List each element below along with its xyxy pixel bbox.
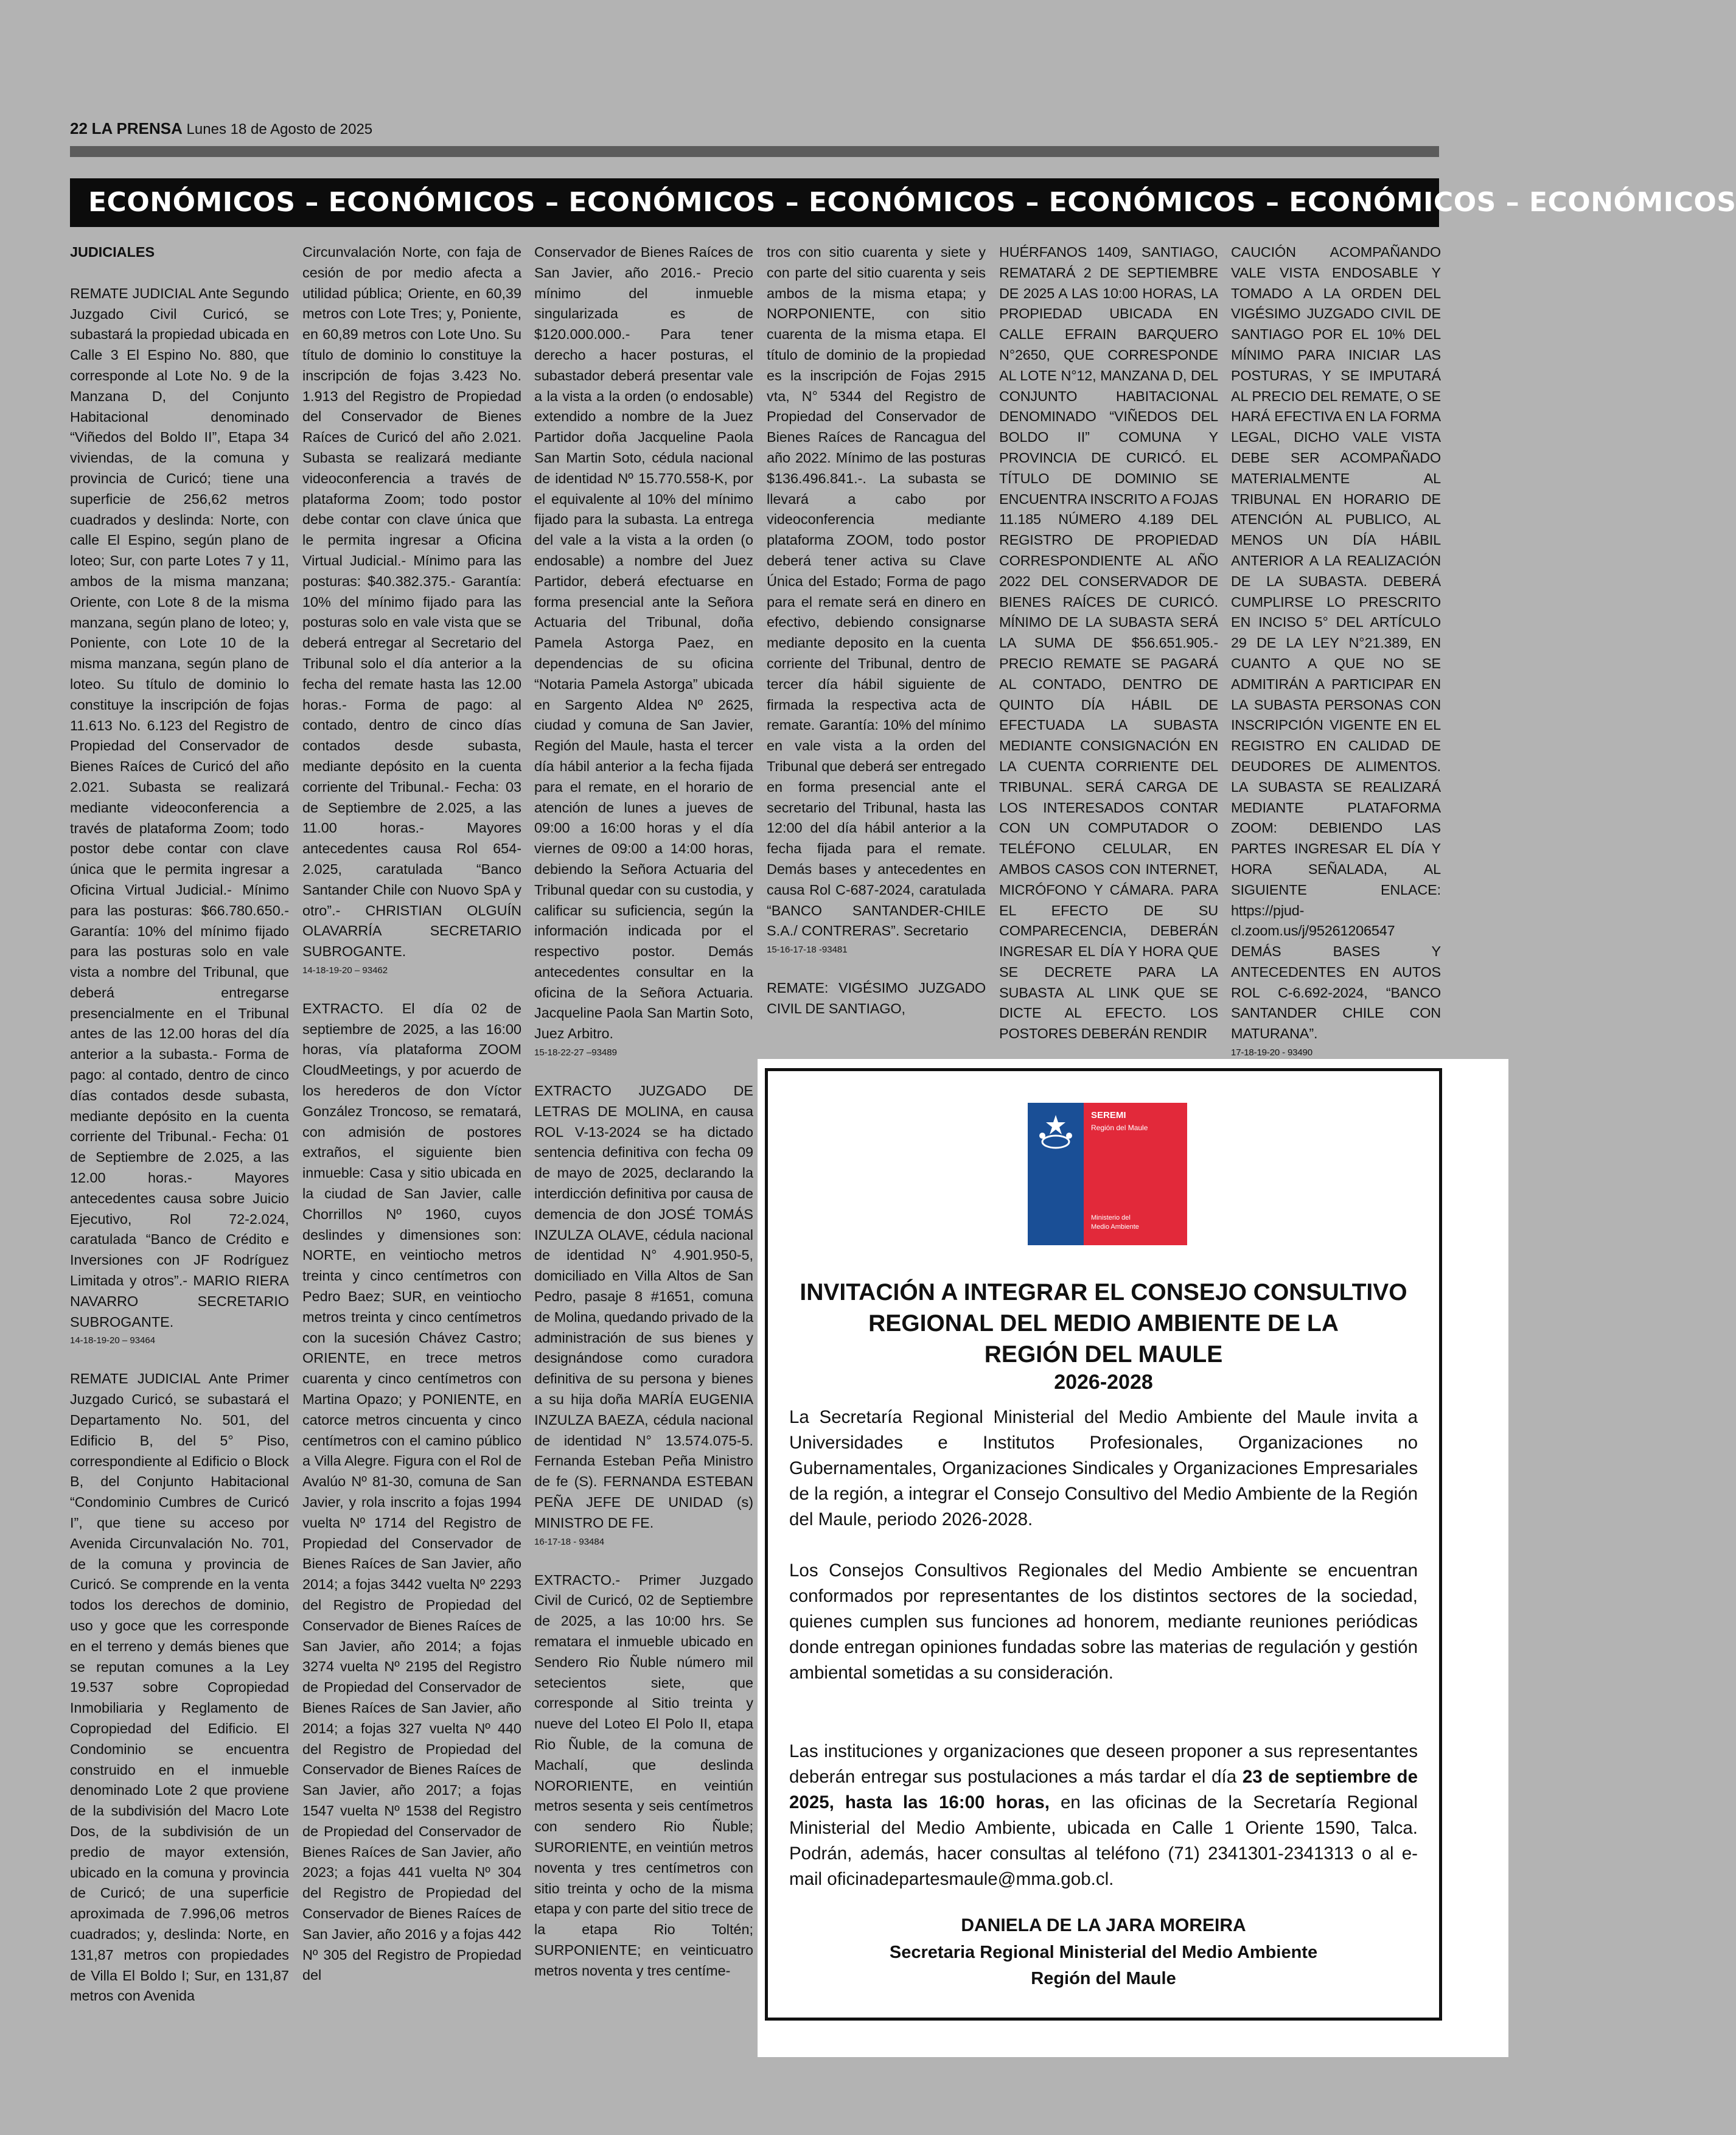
notice-text: EXTRACTO. El día 02 de septiembre de 2025, a las 16:00 horas, vía plataforma ZOOM CloudMeetings, y por acuerdo de los herederos de don Víctor González Troncoso, se rematará, con admisión de postores extraños, el siguiente bien inmueble: Casa y sitio ubicada en la ciudad de San Javier, calle Chorrillos Nº 1960, cuyos deslindes y dimensiones son: NORTE, en veintiocho metros treinta y cinco centímetros con Pedro Baez; SUR, en veintiocho metros treinta y cinco centímetros con la sucesión Chávez Castro; ORIENTE, en trece metros cuarenta y cinco centímetros con Martina Opazo; y PONIENTE, en catorce metros cincuenta y cinco centímetros con el camino público a Villa Alegre. Figura con el Rol de Avalúo Nº 81-30, comuna de San Javier, y rola inscrito a fojas 1994 vuelta Nº 1714 del Registro de Propiedad del Conservador de Bienes Raíces de San Javier, año 2014; a fojas 3442 vuelta Nº 2293 del Registro de Propiedad del Conservador de Bienes Raíces de San Javier, año 2014; a fojas 3274 vuelta Nº 2195 del Registro de Propiedad del Conservador de Bienes Raíces de San Javier, año 2014; a fojas 327 vuelta Nº 440 del Registro de Propiedad del Conservador de Bienes Raíces de San Javier, año 2017; a fojas 1547 vuelta Nº 1538 del Registro de Propiedad del Conservador de Bienes Raíces de San Javier, año 2023; a fojas 441 vuelta Nº 304 del Registro de Propiedad del Conservador de Bienes Raíces de San Javier, año 2016 y a fojas 442 Nº 305 del Registro de Propiedad del [302,1000,521,1983]
column-3 [534,242,753,2068]
ad-paragraph-3: Las instituciones y organizaciones que deseen proponer a sus representantes deberán entregar sus postulaciones a más tardar el día 23 de septiembre de 2025, hasta las 16:00 horas, en las oficinas de la Secretaría Regional Ministerial del Medio Ambiente, ubicada en Calle 1 Oriente 1590, Talca. Podrán, además, hacer consultas al teléfono (71) 2341301-2341313 o al e-mail oficinadepartesmaule@mma.gob.cl. [789,1741,1418,1889]
ad-paragraph-1: La Secretaría Regional Ministerial del Medio Ambiente del Maule invita a Universidades e Institutos Profesionales, Organizaciones no Gubernamentales, Organizaciones Sindicales y Organizaciones Empresariales de la región, a integrar el Consejo Consultivo del Medio Ambiente de la Región del Maule, periodo 2026-2028. [789,1407,1418,1529]
notice-code: 17-18-19-20 - 93490 [1231,1047,1312,1058]
notice-text: EXTRACTO.- Primer Juzgado Civil de Curicó, 02 de Septiembre de 2025, a las 10:00 hrs. Se rematara el inmueble ubicado en Sendero Rio Ñuble número mil setecientos siete, que corresponde al Sitio treinta y nueve del Loteo El Polo II, etapa Rio Ñuble, de la comuna de Machalí, que deslinda NORORIENTE, en veintiún metros sesenta y seis centímetros con sendero Rio Ñuble; SURORIENTE, en veintiún metros noventa y tres centímetros con sitio treinta y ocho de la misma etapa y con parte del sitio trece de la etapa Rio Toltén; SURPONIENTE; en veinticuatro metros noventa y tres centíme- [534,1571,753,1979]
logo-blue-band [1028,1103,1084,1245]
notice-text: Conservador de Bienes Raíces de San Javier, año 2016.- Precio mínimo del inmueble singularizada es de $120.000.000.- Para tener derecho a hacer posturas, el subastador deberá presentar vale a la vista a la orden (o endosable) extendido a nombre de la Juez Partidor doña Jacqueline Paola San Martin Soto, cédula nacional de identidad Nº 15.770.558-K, por el equivalente al 10% del mínimo fijado para la subasta. La entrega del vale a la vista a la orden (o endosable) a nombre del Juez Partidor, deberá efectuarse en forma presencial ante la Señora Actuaria del Tribunal, doña Pamela Astorga Paez, en dependencias de su oficina “Notaria Pamela Astorga” ubicada en Sargento Aldea Nº 2625, ciudad y comuna de San Javier, Región del Maule, hasta el tercer día hábil anterior a la fecha fijada para el remate, en el horario de atención de lunes a jueves de 09:00 a 16:00 horas y el día viernes de 09:00 a 14:00 horas, debiendo la Señora Actuaria del Tribunal quedar con su custodia, y calificar su suficiencia, según la información indicada por el respectivo postor. Demás antecedentes consultar en la oficina de la Señora Actuaria. Jacqueline Paola San Martin Soto, Juez Arbitro. [534,244,753,1042]
legal-notice-6 [767,978,986,1019]
logo-region: Región del Maule [1091,1123,1148,1132]
ad-paragraph-2: Los Consejos Consultivos Regionales del Medio Ambiente se encuentran conformados por representantes de los distintos sectores de la sociedad, quienes cumplen sus funciones ad honorem, mediante reuniones periódicas donde entregan opiniones fundadas sobre las materias de regulación y gestión ambiental sometidas a su consideración. [789,1560,1418,1683]
page-number: 22 [70,119,88,138]
legal-notice-1 [70,284,289,1349]
notice-text: REMATE: VIGÉSIMO JUZGADO CIVIL DE SANTIAGO, [767,980,986,1016]
legal-notice-6-part-b: HUÉRFANOS 1409, SANTIAGO, REMATARÁ 2 DE SEPTIEMBRE DE 2025 A LAS 10:00 HORAS, LA PROPIEDAD UBICADA EN CALLE EFRAIN BARQUERO N°2650, QUE CORRESPONDE AL LOTE N°12, MANZANA D, DEL CONJUNTO HABITACIONAL DENOMINADO “VIÑEDOS DEL BOLDO II” COMUNA Y PROVINCIA DE CURICÓ. EL TÍTULO DE DOMINIO SE ENCUENTRA INSCRITO A FOJAS 11.185 NÚMERO 4.189 DEL REGISTRO DE PROPIEDAD CORRESPONDIENTE AL AÑO 2022 DEL CONSERVADOR DE BIENES RAÍCES DE CURICÓ. MÍNIMO DE LA SUBASTA SERÁ LA SUMA DE $56.651.905.- PRECIO REMATE SE PAGARÁ AL CONTADO, DENTRO DE QUINTO DÍA HÁBIL DE EFECTUADA LA SUBASTA MEDIANTE CONSIGNACIÓN EN LA CUENTA CORRIENTE DEL TRIBUNAL. SERÁ CARGA DE LOS INTERESADOS CONTAR CON UN COMPUTADOR O TELÉFONO CELULAR, EN AMBOS CASOS CON INTERNET, MICRÓFONO Y CÁMARA. PARA EL EFECTO DE SU COMPARECENCIA, DEBERÁN INGRESAR EL DÍA Y HORA QUE SE DECRETE PARA LA SUBASTA AL LINK QUE SE DICTE AL EFECTO. LOS POSTORES DEBERÁN RENDIR [999,244,1218,1042]
legal-notice-2-continued [302,242,521,978]
column-2 [302,242,521,2068]
notice-code: 16-17-18 - 93484 [534,1536,605,1547]
signer-title: Secretaria Regional Ministerial del Medio Ambiente [889,1943,1318,1962]
deadline-text: 23 de septiembre de 2025, hasta las 16:00 horas, [789,1767,1418,1812]
notice-text: REMATE JUDICIAL Ante Primer Juzgado Curicó, se subastará el Departamento No. 501, del Edificio B, del 5° Piso, correspondiente al Edificio o Block B, del Conjunto Habitacional “Condominio Cumbres de Curicó I”, que tiene su acceso por Avenida Circunvalación No. 701, de la comuna y provincia de Curicó. Se comprende en la venta todos los derechos de dominio, uso y goce que les corresponde en el terreno y demás bienes que se reputan comunes a la Ley 19.537 sobre Copropiedad Inmobiliaria y Reglamento de Copropiedad del Edificio. El Condominio se encuentra construido en el inmueble denominado Lote 2 que proviene de la subdivisión del Macro Lote Dos, de la subdivisión de un predio de mayor extensión, ubicado en la comuna y provincia de Curicó; de una superficie aproximada de 7.996,06 metros cuadrados; y, deslinda: Norte, en 131,87 metros con propiedades de Villa El Boldo I; Sur, en 131,87 metros con Avenida [70,1371,289,2004]
legal-notice-2 [70,1369,289,2007]
legal-notice-3 [302,999,521,1986]
page-header [70,119,372,138]
seremi-logo [1028,1103,1187,1245]
publication-date: Lunes 18 de Agosto de 2025 [186,121,373,138]
notice-code: 15-18-22-27 –93489 [534,1047,617,1058]
publication-name: LA PRENSA [91,119,183,138]
logo-ministry: Ministerio del Medio Ambiente [1091,1214,1139,1231]
signer-name: DANIELA DE LA JARA MOREIRA [961,1915,1246,1935]
notice-code: 14-18-19-20 – 93464 [70,1335,156,1346]
header-rule [70,146,1439,157]
column-5 [999,242,1218,1058]
ad-title: INVITACIÓN A INTEGRAR EL CONSEJO CONSULTIVO REGIONAL DEL MEDIO AMBIENTE DE LA REGIÓN DEL MAULE [800,1279,1407,1368]
column-1 [70,242,289,2038]
legal-notice-5 [534,1570,753,1982]
notice-text: Circunvalación Norte, con faja de cesión de por medio afecta a utilidad pública; Oriente, en 60,39 metros con Lote Tres; y, Poniente, en 60,89 metros con Lote Uno. Su título de dominio lo constituye la inscripción de fojas 3.423 No. 1.913 del Registro de Propiedad del Conservador de Bienes Raíces de Curicó del año 2.021. Subasta se realizará mediante videoconferencia a través de plataforma Zoom; todo postor debe contar con clave única que le permita ingresar a Oficina Virtual Judicial.- Mínimo para las posturas: $40.382.375.- Garantía: 10% del mínimo fijado para las posturas solo en vale vista que se deberá entregar al Secretario del Tribunal solo el día anterior a la fecha del remate hasta las 12.00 horas.- Forma de pago: al contado, dentro de cinco días contados desde subasta, mediante depósito en la cuenta corriente del Tribunal.- Fecha: 03 de Septiembre de 2.025, a las 11.00 horas.- Mayores antecedentes causa Rol 654-2.025, caratulada “Banco Santander Chile con Nuovo SpA y otro”.- CHRISTIAN OLGUÍN OLAVARRÍA SECRETARIO SUBROGANTE. [302,244,521,960]
legal-notice-5-continued [767,242,986,957]
chile-coat-of-arms-icon [1034,1111,1078,1155]
notice-text: EXTRACTO JUZGADO DE LETRAS DE MOLINA, en causa ROL V-13-2024 se ha dictado sentencia definitiva con fecha 09 de mayo de 2025, declarando la interdicción definitiva por causa de demencia de don JOSÉ TOMÁS INZULZA OLAVE, cédula nacional de identidad N° 4.901.950-5, domiciliado en Villa Altos de San Pedro, pasaje 8 #1651, comuna de Molina, quedando privado de la administración de sus bienes y designándose como curadora definitiva de su persona y bienes a su hija doña MARÍA EUGENIA INZULZA BAEZA, cédula nacional de identidad N° 13.574.075-5. Fernanda Esteban Peña Ministro de fe (S). FERNANDA ESTEBAN PEÑA JEFE DE UNIDAD (s) MINISTRO DE FE. [534,1083,753,1531]
legal-notice-3-continued [534,242,753,1060]
legal-notice-6-continued [1231,242,1441,1060]
column-6 [1231,242,1441,1058]
notice-code: 15-16-17-18 -93481 [767,945,848,956]
seremi-advertisement [765,1068,1442,2021]
signer-region: Región del Maule [1031,1969,1176,1988]
column-4 [767,242,986,1058]
notice-text: CAUCIÓN ACOMPAÑANDO VALE VISTA ENDOSABLE Y TOMADO A LA ORDEN DEL VIGÉSIMO JUZGADO CIVIL DE SANTIAGO POR EL 10% DEL MÍNIMO PARA INICIAR LAS POSTURAS, Y SE IMPUTARÁ AL PRECIO DEL REMATE, O SE HARÁ EFECTIVA EN LA FORMA LEGAL, DICHO VALE VISTA DEBE SER ACOMPAÑADO MATERIALMENTE AL TRIBUNAL EN HORARIO DE ATENCIÓN AL PUBLICO, AL MENOS UN DÍA HÁBIL ANTERIOR A LA REALIZACIÓN DE LA SUBASTA. DEBERÁ CUMPLIRSE LO PRESCRITO EN INCISO 5° DEL ARTÍCULO 29 DE LA LEY N°21.389, EN CUANTO A QUE NO SE ADMITIRÁN A PARTICIPAR EN LA SUBASTA PERSONAS CON INSCRIPCIÓN VIGENTE EN EL REGISTRO EN CALIDAD DE DEUDORES DE ALIMENTOS. LA SUBASTA SE REALIZARÁ MEDIANTE PLATAFORMA ZOOM: DEBIENDO LAS PARTES INGRESAR EL DÍA Y HORA SEÑALADA, AL SIGUIENTE ENLACE: https://pjud-cl.zoom.us/j/95261206547 DEMÁS BASES Y ANTECEDENTES EN AUTOS ROL C-6.692-2024, “BANCO SANTANDER CHILE CON MATURANA”. [1231,244,1441,1042]
legal-notice-4 [534,1081,753,1550]
ad-period: 2026-2028 [1054,1371,1153,1394]
notice-code: 14-18-19-20 – 93462 [302,965,388,976]
notice-text: REMATE JUDICIAL Ante Segundo Juzgado Civil Curicó, se subastará la propiedad ubicada en Calle 3 El Espino No. 880, que corresponde al Lote No. 9 de la Manzana D, del Conjunto Habitacional denominado “Viñedos del Boldo II”, Etapa 34 viviendas, de la comuna y provincia de Curicó; tiene una superficie de 256,62 metros cuadrados y deslinda: Norte, con calle El Espino, según plano de loteo; Sur, con parte Lotes 7 y 11, ambos de la misma manzana; Oriente, con Lote 8 de la misma manzana, según plano de loteo; y, Poniente, con Lote 10 de la misma manzana, según plano de loteo. Su título de dominio lo constituye la inscripción de fojas 11.613 No. 6.123 del Registro de Propiedad del Conservador de Bienes Raíces de Curicó del año 2.021. Subasta se realizará mediante videoconferencia a través de plataforma Zoom; todo postor debe contar con clave única que le permita ingresar a Oficina Virtual Judicial.- Mínimo para las posturas: $66.780.650.- Garantía: 10% del mínimo fijado para las posturas solo en vale vista a nombre del Tribunal, que deberá entregarse presencialmente en el Tribunal antes de las 12.00 horas del día anterior a la subasta.- Forma de pago: al contado, dentro de cinco días contados desde subasta, mediante depósito en la cuenta corriente del Tribunal.- Fecha: 01 de Septiembre de 2.025, a las 12.00 horas.- Mayores antecedentes causa sobre Juicio Ejecutivo, Rol 72-2.024, caratulada “Banco de Crédito e Inversiones con JF Rodríguez Limitada y otros”.- MARIO RIERA NAVARRO SECRETARIO SUBROGANTE. [70,285,289,1330]
logo-title: SEREMI [1091,1110,1126,1120]
notice-text: tros con sitio cuarenta y siete y con parte del sitio cuarenta y seis ambos de la misma etapa; y NORPONIENTE, con sitio cuarenta de la misma etapa. El título de dominio de la propiedad es la inscripción de Fojas 2915 vta, N° 5344 del Registro de Propiedad del Conservador de Bienes Raíces de Rancagua del año 2022. Mínimo de las posturas $136.496.841.-. La subasta se llevará a cabo por videoconferencia mediante plataforma ZOOM, todo postor deberá tener activa su Clave Única del Estado; Forma de pago para el remate será en dinero en efectivo, debiendo consignarse mediante deposito en la cuenta corriente del Tribunal, dentro de tercer día hábil siguiente de firmada la respectiva acta de remate. Garantía: 10% del mínimo en vale vista a la orden del Tribunal que deberá ser entregado en forma presencial ante el secretario del Tribunal, hasta las 12:00 del día hábil anterior a la fecha fijada para el remate. Demás bases y antecedentes en causa Rol C-687-2024, caratulada “BANCO SANTANDER-CHILE S.A./ CONTRERAS”. Secretario [767,244,986,939]
section-heading: JUDICIALES [70,244,155,260]
section-banner: ECONÓMICOS – ECONÓMICOS – ECONÓMICOS – ECONÓMICOS – ECONÓMICOS – ECONÓMICOS – ECONÓMICOS [70,178,1439,227]
